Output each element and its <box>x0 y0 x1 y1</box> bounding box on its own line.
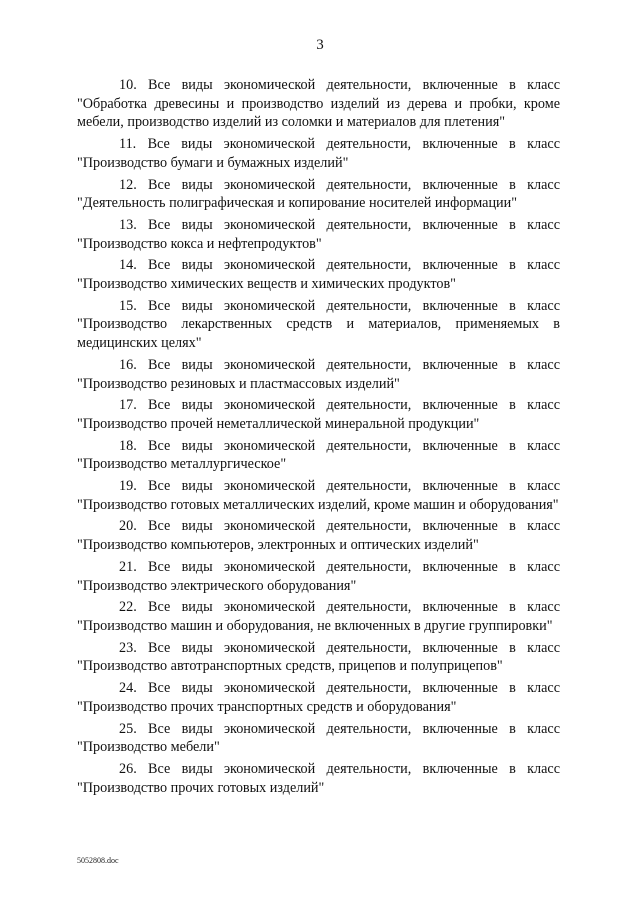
item-lead: 25. Все виды экономической деятельности, включенные в класс <box>119 720 560 737</box>
item-lead: 11. Все виды экономической деятельности, включенные в класс <box>119 136 560 153</box>
footer-file-code: 5052808.doc <box>77 856 119 865</box>
item-class-name: "Производство прочих транспортных средств и оборудования" <box>77 698 457 715</box>
item-class-name: "Производство машин и оборудования, не включенных в другие группировки" <box>77 617 553 634</box>
item-lead: 14. Все виды экономической деятельности, включенные в класс <box>119 257 560 274</box>
list-item <box>77 356 560 393</box>
item-class-name: "Производство мебели" <box>77 739 220 756</box>
item-lead: 18. Все виды экономической деятельности, включенные в класс <box>119 437 560 454</box>
item-class-name: "Производство химических веществ и химических продуктов" <box>77 276 456 293</box>
list-item <box>77 256 560 293</box>
list-item <box>77 135 560 172</box>
item-lead: 24. Все виды экономической деятельности, включенные в класс <box>119 680 560 697</box>
item-lead: 19. Все виды экономической деятельности, включенные в класс <box>119 478 560 495</box>
list-item <box>77 639 560 676</box>
item-lead: 22. Все виды экономической деятельности, включенные в класс <box>119 599 560 616</box>
item-lead: 23. Все виды экономической деятельности, включенные в класс <box>119 639 560 656</box>
item-class-name: "Производство кокса и нефтепродуктов" <box>77 235 322 252</box>
page-number: 3 <box>316 37 324 53</box>
list-item <box>77 517 560 554</box>
item-lead: 13. Все виды экономической деятельности, включенные в класс <box>119 216 560 233</box>
list-item <box>77 297 560 353</box>
list-item <box>77 720 560 757</box>
list-item <box>77 477 560 514</box>
list-item <box>77 396 560 433</box>
list-item <box>77 176 560 213</box>
item-lead: 21. Все виды экономической деятельности, включенные в класс <box>119 558 560 575</box>
item-class-name: "Производство бумаги и бумажных изделий" <box>77 154 349 171</box>
item-class-name: "Деятельность полиграфическая и копирование носителей информации" <box>77 195 518 212</box>
item-class-name: "Производство прочих готовых изделий" <box>77 779 325 796</box>
item-class-name: "Производство лекарственных средств и материалов, применяемых в медицинских целях" <box>77 316 560 352</box>
item-lead: 17. Все виды экономической деятельности, включенные в класс <box>119 397 560 414</box>
document-body <box>77 76 560 800</box>
list-item <box>77 760 560 797</box>
item-lead: 20. Все виды экономической деятельности, включенные в класс <box>119 518 560 535</box>
list-item <box>77 679 560 716</box>
item-lead: 15. Все виды экономической деятельности, включенные в класс <box>119 297 560 314</box>
item-lead: 10. Все виды экономической деятельности, включенные в класс <box>119 77 560 93</box>
item-class-name: "Обработка древесины и производство изделий из дерева и пробки, кроме мебели, производство изделий из соломки и материалов для плетения" <box>77 95 560 131</box>
item-class-name: "Производство металлургическое" <box>77 456 287 473</box>
item-class-name: "Производство готовых металлических изделий, кроме машин и оборудования" <box>77 496 559 513</box>
list-item <box>77 558 560 595</box>
list-item <box>77 216 560 253</box>
item-class-name: "Производство электрического оборудования" <box>77 577 357 594</box>
item-lead: 26. Все виды экономической деятельности, включенные в класс <box>119 760 560 777</box>
item-class-name: "Производство автотранспортных средств, прицепов и полуприцепов" <box>77 658 503 675</box>
item-class-name: "Производство прочей неметаллической минеральной продукции" <box>77 415 480 432</box>
item-lead: 12. Все виды экономической деятельности, включенные в класс <box>119 176 560 193</box>
list-item <box>77 437 560 474</box>
item-class-name: "Производство компьютеров, электронных и оптических изделий" <box>77 537 479 554</box>
item-lead: 16. Все виды экономической деятельности, включенные в класс <box>119 356 560 373</box>
list-item <box>77 598 560 635</box>
item-class-name: "Производство резиновых и пластмассовых изделий" <box>77 375 400 392</box>
list-item <box>77 76 560 132</box>
